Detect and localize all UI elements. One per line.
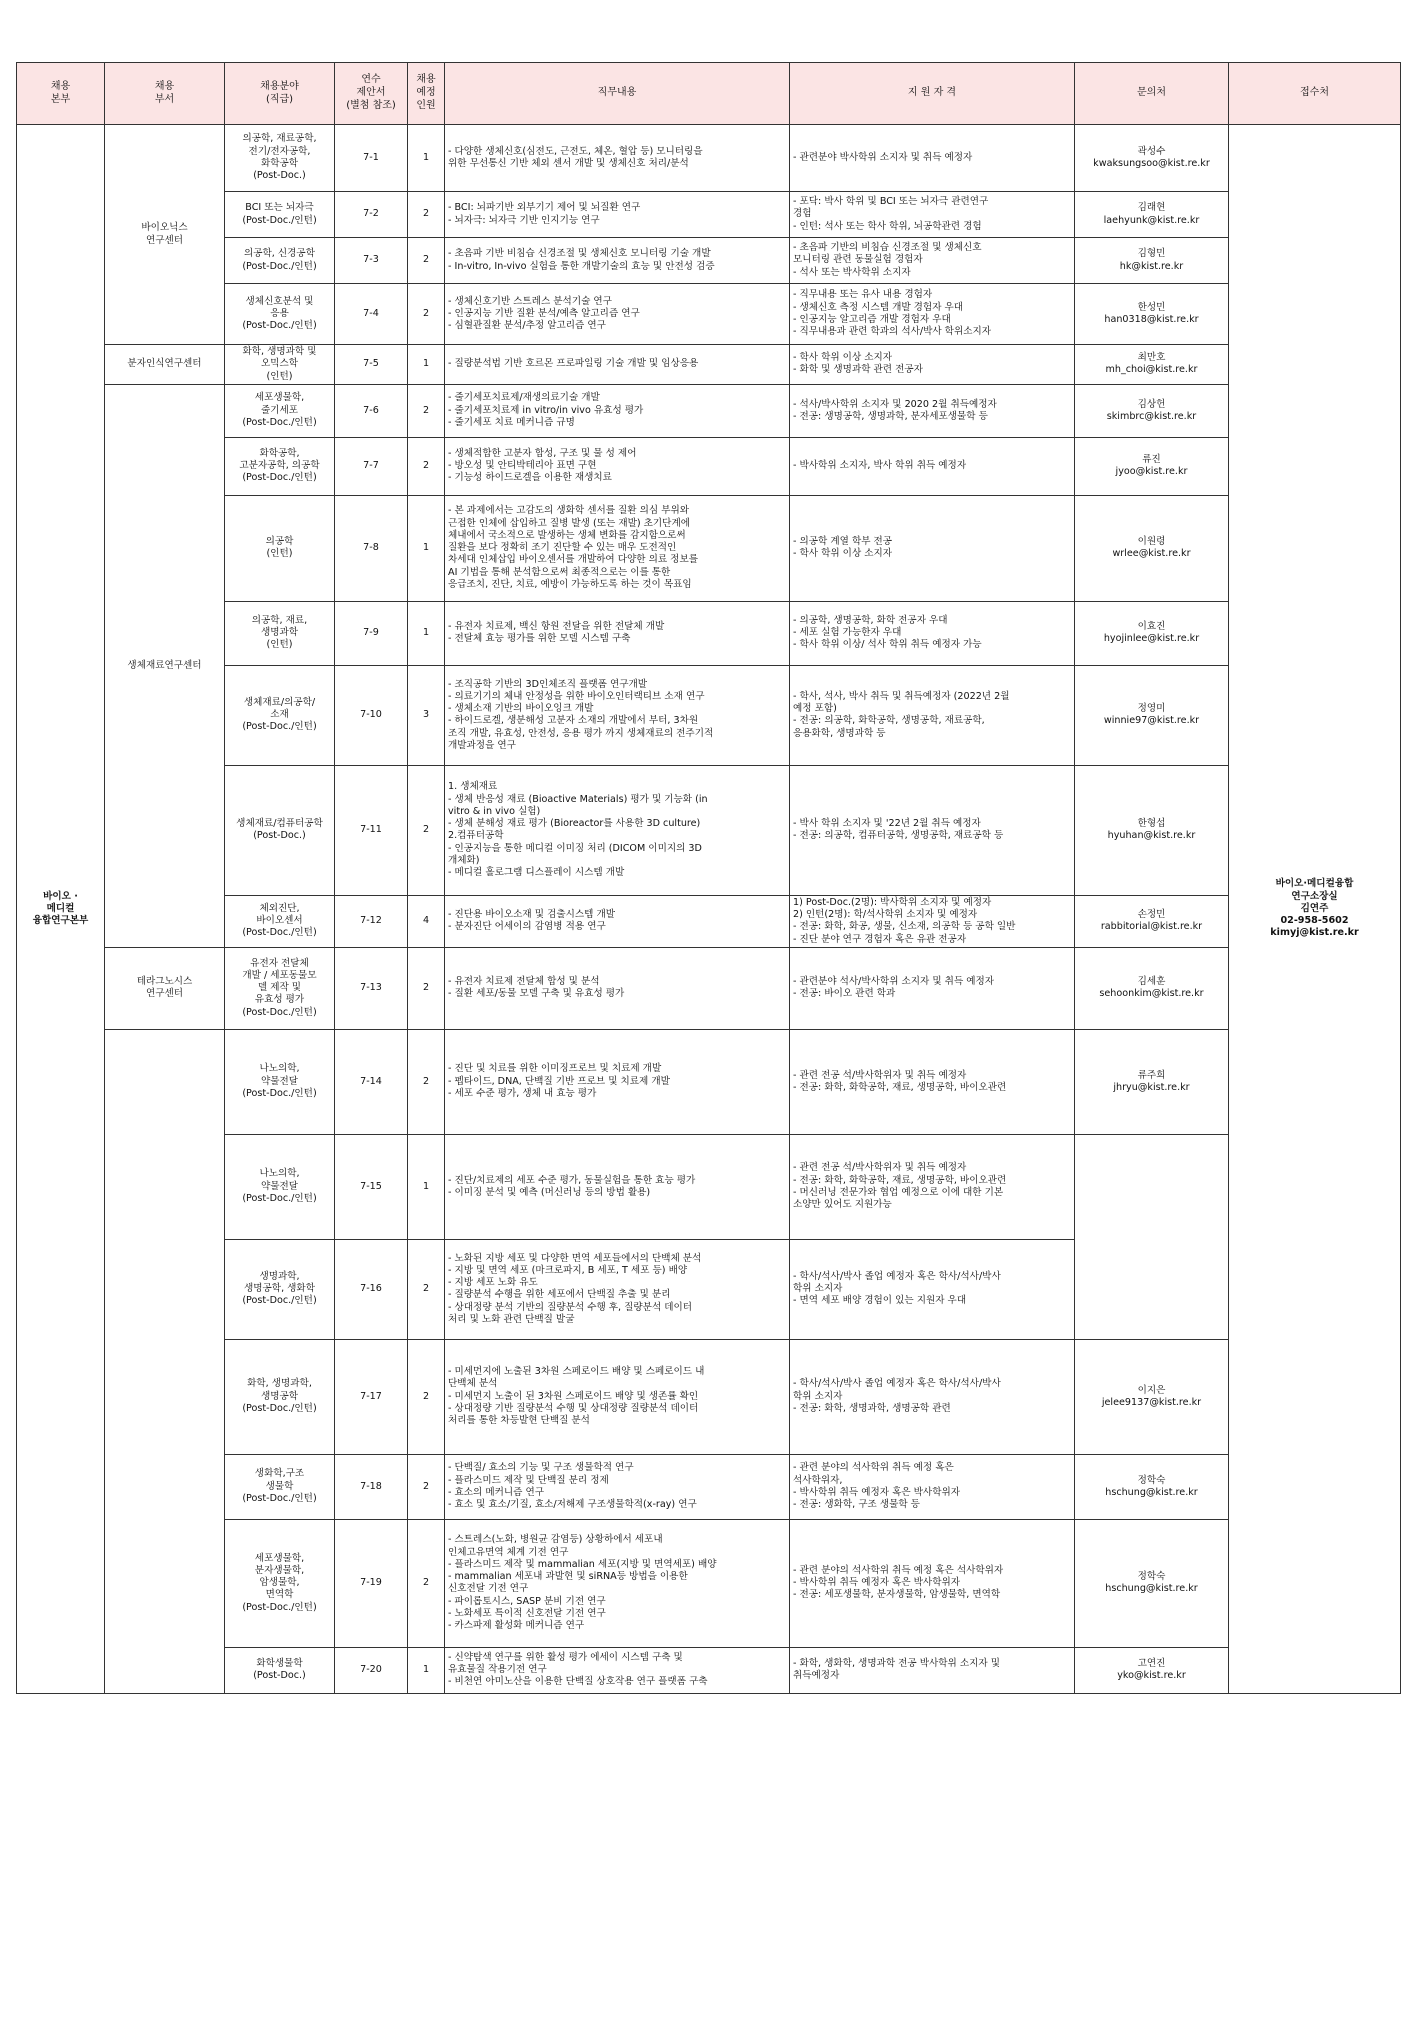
count-cell: 1 bbox=[408, 125, 445, 192]
count-cell: 2 bbox=[408, 1519, 445, 1647]
table-row bbox=[17, 437, 1401, 495]
receipt-cell: 바이오·메디컬융합 연구소장실 김연주 02-958-5602 kimyj@kist.re.kr bbox=[1229, 125, 1401, 1694]
field-cell: 화학생물학 (Post-Doc.) bbox=[225, 1647, 335, 1693]
code-cell: 7-12 bbox=[335, 895, 408, 947]
duty-cell: - 질량분석법 기반 호르몬 프로파일링 기술 개발 및 임상응용 bbox=[445, 345, 790, 385]
code-cell: 7-16 bbox=[335, 1239, 408, 1339]
duty-cell: - BCI: 뇌파기반 외부기기 제어 및 뇌질환 연구 - 뇌자극: 뇌자극 기반 인지기능 연구 bbox=[445, 192, 790, 238]
code-cell: 7-20 bbox=[335, 1647, 408, 1693]
dept-cell: 바이오닉스 연구센터 bbox=[105, 125, 225, 345]
count-cell: 1 bbox=[408, 345, 445, 385]
field-cell: 화학공학, 고분자공학, 의공학 (Post-Doc./인턴) bbox=[225, 437, 335, 495]
qual-cell: - 박사 학위 소지자 및 '22년 2월 취득 예정자 - 전공: 의공학, 컴퓨터공학, 생명공학, 재료공학 등 bbox=[790, 765, 1075, 895]
contact-cell: 김래현 laehyunk@kist.re.kr bbox=[1075, 192, 1229, 238]
duty-cell: - 본 과제에서는 고감도의 생화학 센서를 질환 의심 부위와 근접한 인체에 삽입하고 질병 발생 (또는 재발) 초기단계에 체내에서 국소적으로 발생하는 생체 변화를 감지함으로써 질환을 보다 정확히 조기 진단할 수 있는 매우 도전적인 차세대 인체삽입 바이오센서를 개발하여 다양한 의료 정보를 AI 기법을 통해 분석함으로써 최종적으로는 이를 통한 응급조치, 진단, 치료, 예방이 가능하도록 하는 것이 목표임 bbox=[445, 495, 790, 601]
dept-cell: 분자인식연구센터 bbox=[105, 345, 225, 385]
count-cell: 2 bbox=[408, 238, 445, 284]
table-row bbox=[17, 1647, 1401, 1693]
count-cell: 3 bbox=[408, 665, 445, 765]
code-cell: 7-18 bbox=[335, 1454, 408, 1519]
code-cell: 7-6 bbox=[335, 384, 408, 437]
dept-cell: 생체재료연구센터 bbox=[105, 384, 225, 947]
qual-cell: - 초음파 기반의 비침습 신경조절 및 생체신호 모니터링 관련 동물실험 경험자 - 석사 또는 박사학위 소지자 bbox=[790, 238, 1075, 284]
count-cell: 2 bbox=[408, 192, 445, 238]
qual-cell: - 박사학위 소지자, 박사 학위 취득 예정자 bbox=[790, 437, 1075, 495]
table-row bbox=[17, 384, 1401, 437]
count-cell: 1 bbox=[408, 495, 445, 601]
field-cell: 생명과학, 생명공학, 생화학 (Post-Doc./인턴) bbox=[225, 1239, 335, 1339]
table-row bbox=[17, 1029, 1401, 1134]
table-row bbox=[17, 765, 1401, 895]
code-cell: 7-5 bbox=[335, 345, 408, 385]
code-cell: 7-15 bbox=[335, 1134, 408, 1239]
qual-cell: - 의공학, 생명공학, 화학 전공자 우대 - 세포 실험 가능한자 우대 - 학사 학위 이상/ 석사 학위 취득 예정자 가능 bbox=[790, 601, 1075, 665]
table-row bbox=[17, 1519, 1401, 1647]
code-cell: 7-13 bbox=[335, 947, 408, 1029]
contact-cell: 정학숙 hschung@kist.re.kr bbox=[1075, 1519, 1229, 1647]
qual-cell: - 관련분야 박사학위 소지자 및 취득 예정자 bbox=[790, 125, 1075, 192]
qual-cell: - 관련 분야의 석사학위 취득 예정 혹은 석사학위자 - 박사학위 취득 예정자 혹은 박사학위자 - 전공: 세포생물학, 분자생물학, 암생물학, 면역학 bbox=[790, 1519, 1075, 1647]
duty-cell: - 진단/치료제의 세포 수준 평가, 동물실험을 통한 효능 평가 - 이미징 분석 및 예측 (머신러닝 등의 방법 활용) bbox=[445, 1134, 790, 1239]
table-row bbox=[17, 1339, 1401, 1454]
field-cell: 의공학, 재료, 생명과학 (인턴) bbox=[225, 601, 335, 665]
duty-cell: - 다양한 생체신호(심전도, 근전도, 체온, 혈압 등) 모니터링을 위한 무선통신 기반 체외 센서 개발 및 생체신호 처리/분석 bbox=[445, 125, 790, 192]
duty-cell: - 노화된 지방 세포 및 다양한 면역 세포들에서의 단백체 분석 - 지방 및 면역 세포 (마크로파지, B 세포, T 세포 등) 배양 - 지방 세포 노화 유도 - 질량분석 수행을 위한 세포에서 단백질 추출 및 분리 - 상대정량 분석 기반의 질량분석 수행 후, 질량분석 데이터 처리 및 노화 관련 단백질 발굴 bbox=[445, 1239, 790, 1339]
table-row bbox=[17, 895, 1401, 947]
contact-cell: 고연진 yko@kist.re.kr bbox=[1075, 1647, 1229, 1693]
code-cell: 7-19 bbox=[335, 1519, 408, 1647]
field-cell: 생체신호분석 및 응용 (Post-Doc./인턴) bbox=[225, 284, 335, 345]
qual-cell: - 학사 학위 이상 소지자 - 화학 및 생명과학 관련 전공자 bbox=[790, 345, 1075, 385]
qual-cell: - 석사/박사학위 소지자 및 2020 2월 취득예정자 - 전공: 생명공학, 생명과학, 분자세포생물학 등 bbox=[790, 384, 1075, 437]
contact-cell: 정학숙 hschung@kist.re.kr bbox=[1075, 1454, 1229, 1519]
dept-cell: 테라그노시스 연구센터 bbox=[105, 947, 225, 1029]
count-cell: 2 bbox=[408, 284, 445, 345]
qual-cell: - 관련 분야의 석사학위 취득 예정 혹은 석사학위자, - 박사학위 취득 예정자 혹은 박사학위자 - 전공: 생화학, 구조 생물학 등 bbox=[790, 1454, 1075, 1519]
contact-cell: 김형민 hk@kist.re.kr bbox=[1075, 238, 1229, 284]
duty-cell: - 진단 및 치료를 위한 이미징프로브 및 치료제 개발 - 펩타이드, DNA, 단백질 기반 프로브 및 치료제 개발 - 세포 수준 평가, 생체 내 효능 평가 bbox=[445, 1029, 790, 1134]
header-code: 연수 제안서 (별첨 참조) bbox=[335, 63, 408, 125]
duty-cell: - 조직공학 기반의 3D인체조직 플랫폼 연구개발 - 의료기기의 체내 안정성을 위한 바이오인터랙티브 소재 연구 - 생체소재 기반의 바이오잉크 개발 - 하이드로겔, 생분해성 고분자 소재의 개발에서 부터, 3차원 조직 개발, 유효성, 안전성, 응용 평가 까지 생체재료의 전주기적 개발과정을 연구 bbox=[445, 665, 790, 765]
table-row bbox=[17, 1134, 1401, 1239]
contact-cell: 류진 jyoo@kist.re.kr bbox=[1075, 437, 1229, 495]
qual-cell: - 관련 전공 석/박사학위자 및 취득 예정자 - 전공: 화학, 화학공학, 재료, 생명공학, 바이오관련 bbox=[790, 1029, 1075, 1134]
table-row bbox=[17, 1454, 1401, 1519]
count-cell: 1 bbox=[408, 1647, 445, 1693]
code-cell: 7-9 bbox=[335, 601, 408, 665]
duty-cell: - 초음파 기반 비침습 신경조절 및 생체신호 모니터링 기술 개발 - In-vitro, In-vivo 실험을 통한 개발기술의 효능 및 안전성 검증 bbox=[445, 238, 790, 284]
field-cell: 생체재료/컴퓨터공학 (Post-Doc.) bbox=[225, 765, 335, 895]
field-cell: 화학, 생명과학 및 오믹스학 (인턴) bbox=[225, 345, 335, 385]
duty-cell: - 생체신호기반 스트레스 분석기술 연구 - 인공지능 기반 질환 분석/예측 알고리즘 연구 - 심혈관질환 분석/추정 알고리즘 연구 bbox=[445, 284, 790, 345]
header-dept: 채용 부서 bbox=[105, 63, 225, 125]
duty-cell: - 스트레스(노화, 병원균 감염등) 상황하에서 세포내 인체고유면역 체계 기전 연구 - 플라스미드 제작 및 mammalian 세포(지방 및 면역세포) 배양 - mammalian 세포내 과발현 및 siRNA등 방법을 이용한 신호전달 기전 연구 - 파이롭토시스, SASP 분비 기전 연구 - 노화세포 특이적 신호전달 기전 연구 - 카스파제 활성화 메커니즘 연구 bbox=[445, 1519, 790, 1647]
contact-cell: 한성민 han0318@kist.re.kr bbox=[1075, 284, 1229, 345]
count-cell: 1 bbox=[408, 601, 445, 665]
duty-cell: - 단백질/ 효소의 기능 및 구조 생물학적 연구 - 플라스미드 제작 및 단백질 분리 정제 - 효소의 메커니즘 연구 - 효소 및 효소/기질, 효소/저해제 구조생물학적(x-ray) 연구 bbox=[445, 1454, 790, 1519]
qual-cell: - 관련 전공 석/박사학위자 및 취득 예정자 - 전공: 화학, 화학공학, 재료, 생명공학, 바이오관련 - 머신러닝 전문가와 협업 예정으로 이에 대한 기본 소양만 있어도 지원가능 bbox=[790, 1134, 1075, 1239]
code-cell: 7-7 bbox=[335, 437, 408, 495]
code-cell: 7-4 bbox=[335, 284, 408, 345]
code-cell: 7-11 bbox=[335, 765, 408, 895]
field-cell: 의공학 (인턴) bbox=[225, 495, 335, 601]
header-receipt: 접수처 bbox=[1229, 63, 1401, 125]
count-cell: 4 bbox=[408, 895, 445, 947]
table-row bbox=[17, 284, 1401, 345]
code-cell: 7-2 bbox=[335, 192, 408, 238]
qual-cell: - 학사/석사/박사 졸업 예정자 혹은 학사/석사/박사 학위 소지자 - 전공: 화학, 생명과학, 생명공학 관련 bbox=[790, 1339, 1075, 1454]
field-cell: 체외진단, 바이오센서 (Post-Doc./인턴) bbox=[225, 895, 335, 947]
table-row bbox=[17, 192, 1401, 238]
field-cell: 의공학, 재료공학, 전기/전자공학, 화학공학 (Post-Doc.) bbox=[225, 125, 335, 192]
recruitment-table bbox=[16, 62, 1401, 1694]
code-cell: 7-3 bbox=[335, 238, 408, 284]
table-row bbox=[17, 345, 1401, 385]
field-cell: 화학, 생명과학, 생명공학 (Post-Doc./인턴) bbox=[225, 1339, 335, 1454]
count-cell: 2 bbox=[408, 1339, 445, 1454]
duty-cell: - 생체적합한 고분자 합성, 구조 및 물 성 제어 - 방오성 및 안티박테리아 표면 구현 - 기능성 하이드로겔을 이용한 재생치료 bbox=[445, 437, 790, 495]
table-row bbox=[17, 665, 1401, 765]
contact-cell bbox=[1075, 1134, 1229, 1339]
qual-cell: - 의공학 계열 학부 전공 - 학사 학위 이상 소지자 bbox=[790, 495, 1075, 601]
contact-cell: 곽성수 kwaksungsoo@kist.re.kr bbox=[1075, 125, 1229, 192]
count-cell: 2 bbox=[408, 947, 445, 1029]
contact-cell: 이효진 hyojinlee@kist.re.kr bbox=[1075, 601, 1229, 665]
field-cell: 나노의학, 약물전달 (Post-Doc./인턴) bbox=[225, 1029, 335, 1134]
header-hq: 채용 본부 bbox=[17, 63, 105, 125]
qual-cell: - 포닥: 박사 학위 및 BCI 또는 뇌자극 관련연구 경험 - 인턴: 석사 또는 학사 학위, 뇌공학관련 경험 bbox=[790, 192, 1075, 238]
count-cell: 2 bbox=[408, 1239, 445, 1339]
field-cell: 나노의학, 약물전달 (Post-Doc./인턴) bbox=[225, 1134, 335, 1239]
contact-cell: 정영미 winnie97@kist.re.kr bbox=[1075, 665, 1229, 765]
contact-cell: 최만호 mh_choi@kist.re.kr bbox=[1075, 345, 1229, 385]
qual-cell: - 화학, 생화학, 생명과학 전공 박사학위 소지자 및 취득예정자 bbox=[790, 1647, 1075, 1693]
qual-cell: 1) Post-Doc.(2명): 박사학위 소지자 및 예정자 2) 인턴(2명): 학/석사학위 소지자 및 예정자 - 전공: 화학, 화공, 생물, 신소재, 의공학 등 공학 일반 - 진단 분야 연구 경험자 혹은 유관 전공자 bbox=[790, 895, 1075, 947]
field-cell: BCI 또는 뇌자극 (Post-Doc./인턴) bbox=[225, 192, 335, 238]
contact-cell: 김상헌 skimbrc@kist.re.kr bbox=[1075, 384, 1229, 437]
code-cell: 7-14 bbox=[335, 1029, 408, 1134]
code-cell: 7-1 bbox=[335, 125, 408, 192]
header-count: 채용 예정 인원 bbox=[408, 63, 445, 125]
header-qual: 지 원 자 격 bbox=[790, 63, 1075, 125]
count-cell: 2 bbox=[408, 765, 445, 895]
duty-cell: 1. 생체재료 - 생체 반응성 재료 (Bioactive Materials) 평가 및 기능화 (in vitro & in vivo 실험) - 생체 분해성 재료 평가 (Bioreactor를 사용한 3D culture) 2.컴퓨터공학 - 인공지능을 통한 메디컬 이미징 처리 (DICOM 이미지의 3D 개체화) - 메디컬 홀로그램 디스플레이 시스템 개발 bbox=[445, 765, 790, 895]
duty-cell: - 유전자 치료제 전달체 합성 및 분석 - 질환 세포/동물 모델 구축 및 유효성 평가 bbox=[445, 947, 790, 1029]
dept-cell bbox=[105, 1029, 225, 1693]
duty-cell: - 신약탐색 연구를 위한 활성 평가 에세이 시스템 구축 및 유효물질 작용기전 연구 - 비천연 아미노산을 이용한 단백질 상호작용 연구 플랫폼 구축 bbox=[445, 1647, 790, 1693]
field-cell: 세포생물학, 줄기세포 (Post-Doc./인턴) bbox=[225, 384, 335, 437]
field-cell: 생화학,구조 생물학 (Post-Doc./인턴) bbox=[225, 1454, 335, 1519]
contact-cell: 류주희 jhryu@kist.re.kr bbox=[1075, 1029, 1229, 1134]
hq-cell: 바이오 · 메디컬 융합연구본부 bbox=[17, 125, 105, 1694]
count-cell: 1 bbox=[408, 1134, 445, 1239]
duty-cell: - 유전자 치료제, 백신 항원 전달을 위한 전달체 개발 - 전달체 효능 평가를 위한 모델 시스템 구축 bbox=[445, 601, 790, 665]
contact-cell: 이원령 wrlee@kist.re.kr bbox=[1075, 495, 1229, 601]
table-body bbox=[17, 125, 1401, 1694]
table-row bbox=[17, 238, 1401, 284]
table-row bbox=[17, 601, 1401, 665]
header-field: 채용분야 (직급) bbox=[225, 63, 335, 125]
field-cell: 의공학, 신경공학 (Post-Doc./인턴) bbox=[225, 238, 335, 284]
duty-cell: - 줄기세포치료제/재생의료기술 개발 - 줄기세포치료제 in vitro/in vivo 유효성 평가 - 줄기세포 치료 메커니즘 규명 bbox=[445, 384, 790, 437]
header-contact: 문의처 bbox=[1075, 63, 1229, 125]
header-row bbox=[17, 63, 1401, 125]
code-cell: 7-8 bbox=[335, 495, 408, 601]
qual-cell: - 학사/석사/박사 졸업 예정자 혹은 학사/석사/박사 학위 소지자 - 면역 세포 배양 경험이 있는 지원자 우대 bbox=[790, 1239, 1075, 1339]
count-cell: 2 bbox=[408, 1454, 445, 1519]
duty-cell: - 미세먼지에 노출된 3차원 스페로이드 배양 및 스페로이드 내 단백체 분석 - 미세먼지 노출이 된 3차원 스페로이드 배양 및 생존률 확인 - 상대정량 기반 질량분석 수행 및 상대정량 질량분석 데이터 처리를 통한 차등발현 단백질 분석 bbox=[445, 1339, 790, 1454]
contact-cell: 한형섭 hyuhan@kist.re.kr bbox=[1075, 765, 1229, 895]
table-row bbox=[17, 495, 1401, 601]
contact-cell: 김세훈 sehoonkim@kist.re.kr bbox=[1075, 947, 1229, 1029]
contact-cell: 손정민 rabbitorial@kist.re.kr bbox=[1075, 895, 1229, 947]
count-cell: 2 bbox=[408, 384, 445, 437]
qual-cell: - 학사, 석사, 박사 취득 및 취득예정자 (2022년 2월 예정 포함) - 전공: 의공학, 화학공학, 생명공학, 재료공학, 응용화학, 생명과학 등 bbox=[790, 665, 1075, 765]
qual-cell: - 직무내용 또는 유사 내용 경험자 - 생체신호 측정 시스템 개발 경험자 우대 - 인공지능 알고리즘 개발 경험자 우대 - 직무내용과 관련 학과의 석사/박사 학위소지자 bbox=[790, 284, 1075, 345]
count-cell: 2 bbox=[408, 437, 445, 495]
qual-cell: - 관련분야 석사/박사학위 소지자 및 취득 예정자 - 전공: 바이오 관련 학과 bbox=[790, 947, 1075, 1029]
field-cell: 생체재료/의공학/ 소재 (Post-Doc./인턴) bbox=[225, 665, 335, 765]
contact-cell: 이지은 jelee9137@kist.re.kr bbox=[1075, 1339, 1229, 1454]
field-cell: 유전자 전달체 개발 / 세포동물모 델 제작 및 유효성 평가 (Post-Doc./인턴) bbox=[225, 947, 335, 1029]
table-row bbox=[17, 125, 1401, 192]
code-cell: 7-17 bbox=[335, 1339, 408, 1454]
duty-cell: - 진단용 바이오소재 및 검출시스템 개발 - 분자진단 어세이의 감염병 적용 연구 bbox=[445, 895, 790, 947]
field-cell: 세포생물학, 분자생물학, 암생물학, 면역학 (Post-Doc./인턴) bbox=[225, 1519, 335, 1647]
count-cell: 2 bbox=[408, 1029, 445, 1134]
table-row bbox=[17, 947, 1401, 1029]
code-cell: 7-10 bbox=[335, 665, 408, 765]
header-duty: 직무내용 bbox=[445, 63, 790, 125]
